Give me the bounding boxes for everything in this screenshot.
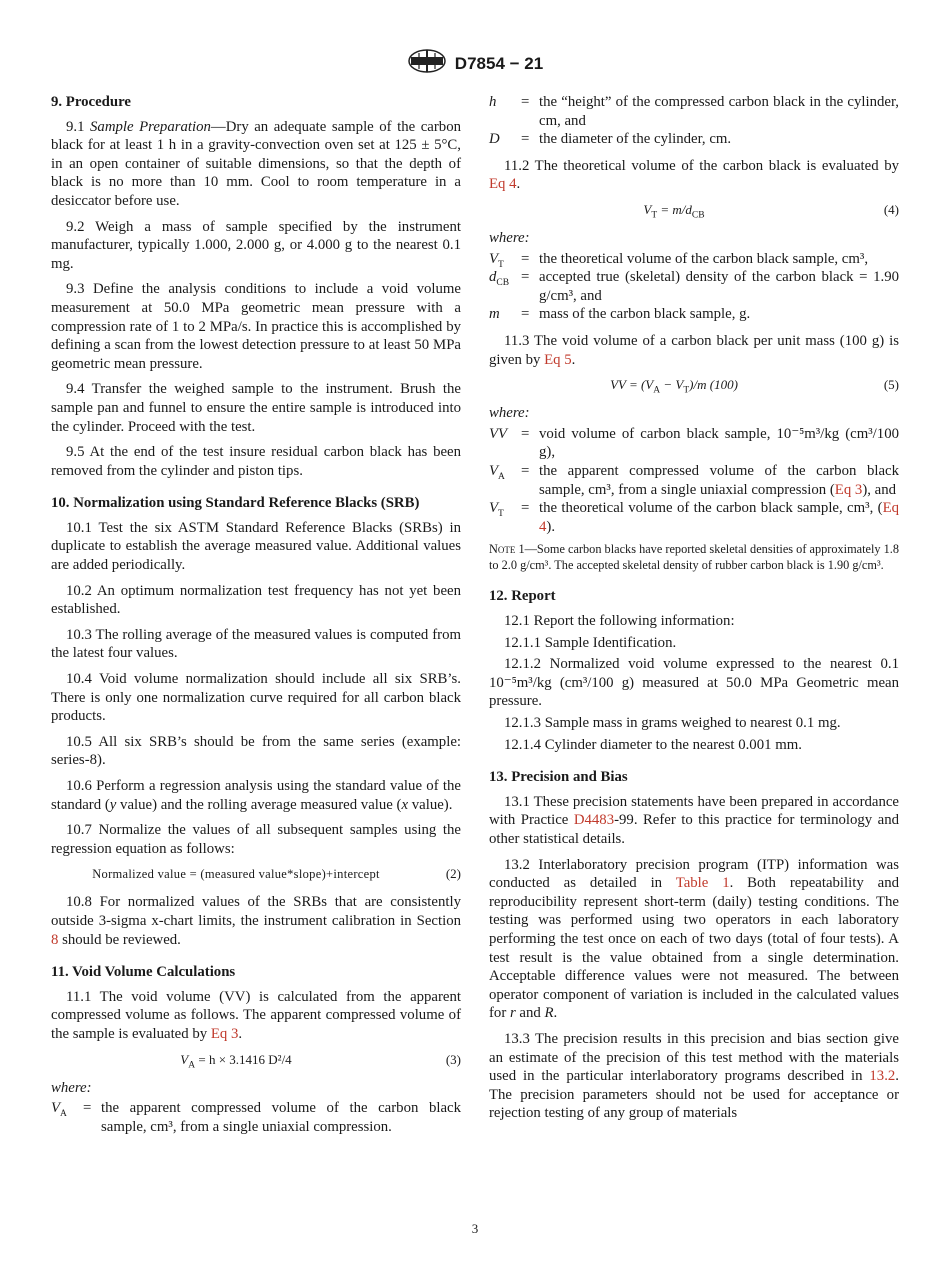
astm-logo-icon xyxy=(407,48,447,79)
paragraph-9-4: 9.4 Transfer the weighed sample to the instrument. Brush the sample pan and funnel to ensure the entire sample is introduced into the cylinder. Proceed with the test. xyxy=(51,381,461,435)
paragraph-12-1: 12.1 Report the following information: xyxy=(504,613,735,630)
equation-2-body: Normalized value = (measured value*slope)+intercept xyxy=(92,867,380,882)
paragraph-13-3: 13.3 The precision results in this precision and bias section give an estimate of the precision of this test method with the materials used in the particular interlaboratory programs described in 13.2. The precision parameters should not be used for acceptance or rejection testing of any group of materials xyxy=(489,1030,899,1122)
equation-2-number: (2) xyxy=(445,866,461,882)
document-designation: D7854 − 21 xyxy=(454,53,544,73)
paragraph-11-1: 11.1 The void volume (VV) is calculated from the apparent compressed volume as follows. The apparent compressed volume of the sample is evaluated by Eq 3. xyxy=(51,988,461,1042)
paragraph-10-3: 10.3 The rolling average of the measured values is computed from the latest four values. xyxy=(51,626,461,662)
definition-va: $V_A$ = the apparent compressed volume of the carbon black sample, cm³, from a single uniaxial compression. xyxy=(51,1100,461,1135)
definition-h: h = the “height” of the compressed carbon black in the cylinder, cm, and xyxy=(489,94,899,129)
equation-5: VV = $(V_A - V_T)/m$ (100) (5) xyxy=(610,377,899,396)
paragraph-13-2: 13.2 Interlaboratory precision program (ITP) information was conducted as detailed in Table 1. Both repeatability and reproducibility represent short-term (daily) testing conditions. The testing was performed using two operators in each laboratory performing the test once on each of two days (total of four tests). A test result is the value obtained from a single determination. Acceptable difference values were not measured. The between operator component of variation is included in the calculated values for r and R. xyxy=(489,856,900,1022)
paragraph-11-3: 11.3 The void volume of a carbon black per unit mass (100 g) is given by Eq 5. xyxy=(489,332,899,368)
paragraph-12-1-4: 12.1.4 Cylinder diameter to the nearest 0.001 mm. xyxy=(504,736,802,753)
section-10-heading: 10. Normalization using Standard Reference Blacks (SRB) xyxy=(51,495,420,512)
definition-dcb: $d_{CB}$ = accepted true (skeletal) density of the carbon black = 1.90 g/cm³, and xyxy=(489,269,899,304)
right-column xyxy=(489,93,899,1130)
paragraph-12-1-3: 12.1.3 Sample mass in grams weighed to nearest 0.1 mg. xyxy=(504,715,841,732)
eq4-link[interactable]: Eq 4 xyxy=(539,500,899,535)
definition-va-2: $V_A$ = the apparent compressed volume of the carbon black sample, cm³, from a single uniaxial compression (Eq 3), and xyxy=(489,462,899,498)
equation-4-number: (4) xyxy=(883,201,899,217)
eq3-link[interactable]: Eq 3 xyxy=(834,481,863,498)
paragraph-10-2: 10.2 An optimum normalization test frequency has not yet been established. xyxy=(51,582,461,618)
definition-vv: VV = void volume of carbon black sample, 10⁻⁵m³/kg (cm³/100 g), xyxy=(489,425,899,461)
note-1: Note 1—Some carbon blacks have reported skeletal densities of approximately 1.8 to 2.0 g/cm³. The accepted skeletal density of rubber carbon black is 1.90 g/cm³. xyxy=(489,542,899,572)
equation-2 xyxy=(51,865,461,885)
paragraph-10-1: 10.1 Test the six ASTM Standard Reference Blacks (SRBs) in duplicate to establish the average measured value. Additional values are added periodically. xyxy=(51,519,461,574)
paragraph-10-8: 10.8 For normalized values of the SRBs that are consistently outside 3-sigma x-chart limits, the instrument calibration in Section 8 should be reviewed. xyxy=(51,894,461,948)
equation-3-number: (3) xyxy=(445,1051,461,1067)
paragraph-9-1: 9.1 Sample Preparation—Dry an adequate sample of the carbon black for at least 1 h in a gravity-convection oven set at 125 ± 5°C, in an open container of suitable dimensions, so that the depth of black is no more than 10 mm. Cool to room temperature in a desiccator before use. xyxy=(51,118,461,209)
paragraph-9-5: 9.5 At the end of the test insure residual carbon black has been removed from the cylinder and piston tips. xyxy=(51,444,461,479)
paragraph-10-5: 10.5 All six SRB’s should be from the same series (example: series-8). xyxy=(51,733,461,769)
definition-vt: $V_T$ = the theoretical volume of the carbon black sample, cm³, xyxy=(489,250,869,270)
report-list xyxy=(489,612,899,754)
definition-d: D = the diameter of the cylinder, cm. xyxy=(489,131,732,148)
definition-vt-2: $V_T$ = the theoretical volume of the carbon black sample, cm³, (Eq 4). xyxy=(489,500,899,535)
paragraph-12-1-2: 12.1.2 Normalized void volume expressed to the nearest 0.1 10⁻⁵m³/kg (cm³/100 g) measured at 50.0 MPa Geometric mean pressure. xyxy=(489,656,899,710)
section-9-heading: 9. Procedure xyxy=(51,94,131,110)
equation-3: $V_A = h \times 3.1416$ D²/4 (3) xyxy=(180,1051,461,1071)
section-13-heading: 13. Precision and Bias xyxy=(489,769,628,786)
definition-m: m = mass of the carbon black sample, g. xyxy=(489,306,751,323)
section-13-2-link[interactable]: 13.2 xyxy=(869,1068,896,1085)
paragraph-9-3: 9.3 Define the analysis conditions to include a void volume measurement at 50.0 MPa geometric mean pressure with a compression rate of 1 to 2 MPa/s. In practice this is accomplished by defining a scan from the lowest detection pressure to at least 50 MPa geometric mean pressure. xyxy=(51,281,461,372)
section-11-heading: 11. Void Volume Calculations xyxy=(51,964,236,981)
equation-4: $V_T = m/d_{CB}$ (4) xyxy=(643,201,899,221)
page-header xyxy=(0,48,950,79)
eq4-link[interactable]: Eq 4 xyxy=(489,176,517,193)
section-8-link[interactable]: 8 xyxy=(51,931,59,948)
d4483-link[interactable]: D4483 xyxy=(573,812,615,829)
paragraph-11-2: 11.2 The theoretical volume of the carbon black is evaluated by Eq 4. xyxy=(489,157,899,193)
where-label: where: xyxy=(489,229,530,246)
paragraph-13-1: 13.1 These precision statements have been prepared in accordance with Practice D4483-99. Refer to this practice for terminology and other statistical details. xyxy=(489,793,899,847)
paragraph-12-1-1: 12.1.1 Sample Identification. xyxy=(504,634,677,651)
equation-5-number: (5) xyxy=(883,377,899,393)
where-label: where: xyxy=(489,405,530,422)
where-label: where: xyxy=(51,1079,92,1096)
eq3-link[interactable]: Eq 3 xyxy=(210,1025,239,1042)
table-1-link[interactable]: Table 1 xyxy=(675,875,730,892)
paragraph-10-4: 10.4 Void volume normalization should include all six SRB’s. There is only one normalization curve required for all carbon black products. xyxy=(51,671,461,725)
paragraph-10-7: 10.7 Normalize the values of all subsequent samples using the regression equation as follows: xyxy=(51,822,461,857)
section-12-heading: 12. Report xyxy=(489,588,556,605)
paragraph-10-6: 10.6 Perform a regression analysis using the standard value of the standard (y value) and the rolling average measured value (x value). xyxy=(51,778,461,813)
page-number: 3 xyxy=(471,1221,479,1236)
left-column xyxy=(51,93,461,1136)
eq5-link[interactable]: Eq 5 xyxy=(544,351,572,368)
paragraph-9-2: 9.2 Weigh a mass of sample specified by the instrument manufacturer, typically 1.000, 2.000 g, or 4.000 g to the nearest 0.1 mg. xyxy=(51,218,461,272)
